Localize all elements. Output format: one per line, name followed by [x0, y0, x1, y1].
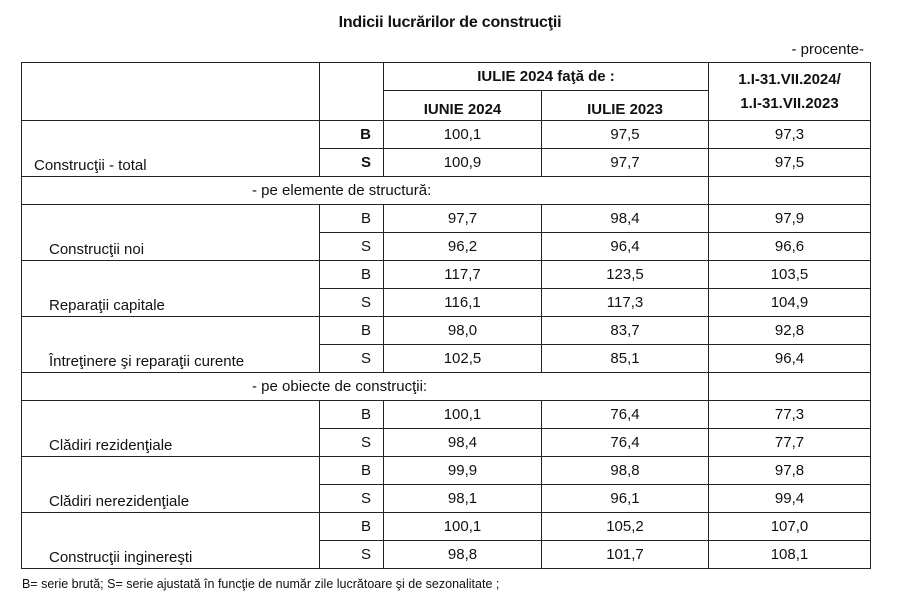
series-cell: B: [320, 261, 384, 289]
value-cell: 117,7: [384, 261, 542, 289]
value-cell: 76,4: [542, 429, 709, 457]
value-cell: 96,1: [542, 485, 709, 513]
section-row: [22, 373, 871, 401]
table-row: [22, 261, 871, 289]
header-row-top: [22, 63, 871, 91]
value-cell: 77,7: [709, 429, 871, 457]
row-label-reparatii-capitale: Reparaţii capitale: [22, 261, 320, 317]
series-cell: S: [320, 429, 384, 457]
value-cell: 103,5: [709, 261, 871, 289]
value-cell: 102,5: [384, 345, 542, 373]
value-cell: 123,5: [542, 261, 709, 289]
row-label-cladiri-rezidentiale: Clădiri rezidenţiale: [22, 401, 320, 457]
table-row: [22, 513, 871, 541]
header-empty-name: [22, 63, 320, 121]
value-cell: 97,9: [709, 205, 871, 233]
series-cell: S: [320, 485, 384, 513]
header-period: [709, 63, 871, 121]
header-period-line2: 1.I-31.VII.2023: [740, 94, 839, 112]
value-cell: 96,4: [542, 233, 709, 261]
series-cell: B: [320, 121, 384, 149]
indices-table: [21, 62, 871, 569]
value-cell: 97,7: [542, 149, 709, 177]
row-label-total: Construcţii - total: [22, 121, 320, 177]
value-cell: 76,4: [542, 401, 709, 429]
value-cell: 107,0: [709, 513, 871, 541]
value-cell: 92,8: [709, 317, 871, 345]
section-row: [22, 177, 871, 205]
value-cell: 96,2: [384, 233, 542, 261]
table-row: [22, 317, 871, 345]
header-col-a: IUNIE 2024: [384, 91, 542, 121]
value-cell: 99,4: [709, 485, 871, 513]
section-empty-cell: [709, 177, 871, 205]
unit-note: - procente-: [791, 41, 864, 58]
value-cell: 101,7: [542, 541, 709, 569]
value-cell: 99,9: [384, 457, 542, 485]
value-cell: 98,4: [384, 429, 542, 457]
value-cell: 97,3: [709, 121, 871, 149]
value-cell: 96,4: [709, 345, 871, 373]
value-cell: 116,1: [384, 289, 542, 317]
value-cell: 117,3: [542, 289, 709, 317]
document-title: Indicii lucrărilor de construcţii: [338, 14, 562, 31]
header-period-line1: 1.I-31.VII.2024/: [738, 70, 841, 88]
section-label-structure: - pe elemente de structură:: [22, 177, 709, 205]
value-cell: 105,2: [542, 513, 709, 541]
value-cell: 98,8: [542, 457, 709, 485]
footnote: B= serie brută; S= serie ajustată în funcţie de număr zile lucrătoare şi de sezonalitate ;: [22, 577, 500, 591]
series-cell: S: [320, 149, 384, 177]
value-cell: 98,0: [384, 317, 542, 345]
value-cell: 98,8: [384, 541, 542, 569]
row-label-intretinere: Întreţinere şi reparaţii curente: [22, 317, 320, 373]
series-cell: B: [320, 317, 384, 345]
value-cell: 77,3: [709, 401, 871, 429]
table-row: [22, 205, 871, 233]
row-label-cladiri-nerezidentiale: Clădiri nerezidenţiale: [22, 457, 320, 513]
header-group-label: IULIE 2024 faţă de :: [384, 63, 709, 91]
value-cell: 100,1: [384, 121, 542, 149]
value-cell: 85,1: [542, 345, 709, 373]
section-empty-cell: [709, 373, 871, 401]
value-cell: 100,1: [384, 401, 542, 429]
series-cell: B: [320, 457, 384, 485]
table-row: [22, 401, 871, 429]
table-row: [22, 457, 871, 485]
header-empty-series: [320, 63, 384, 121]
row-label-constructii-ingineresti: Construcţii inginereşti: [22, 513, 320, 569]
value-cell: 83,7: [542, 317, 709, 345]
series-cell: S: [320, 233, 384, 261]
series-cell: B: [320, 513, 384, 541]
value-cell: 96,6: [709, 233, 871, 261]
series-cell: B: [320, 401, 384, 429]
series-cell: S: [320, 541, 384, 569]
value-cell: 97,5: [542, 121, 709, 149]
header-col-b: IULIE 2023: [542, 91, 709, 121]
section-label-objects: - pe obiecte de construcţii:: [22, 373, 709, 401]
value-cell: 97,8: [709, 457, 871, 485]
value-cell: 100,9: [384, 149, 542, 177]
value-cell: 98,4: [542, 205, 709, 233]
series-cell: B: [320, 205, 384, 233]
series-cell: S: [320, 289, 384, 317]
value-cell: 97,5: [709, 149, 871, 177]
value-cell: 100,1: [384, 513, 542, 541]
value-cell: 104,9: [709, 289, 871, 317]
value-cell: 108,1: [709, 541, 871, 569]
series-cell: S: [320, 345, 384, 373]
value-cell: 97,7: [384, 205, 542, 233]
value-cell: 98,1: [384, 485, 542, 513]
table-row: [22, 121, 871, 149]
row-label-constructii-noi: Construcţii noi: [22, 205, 320, 261]
